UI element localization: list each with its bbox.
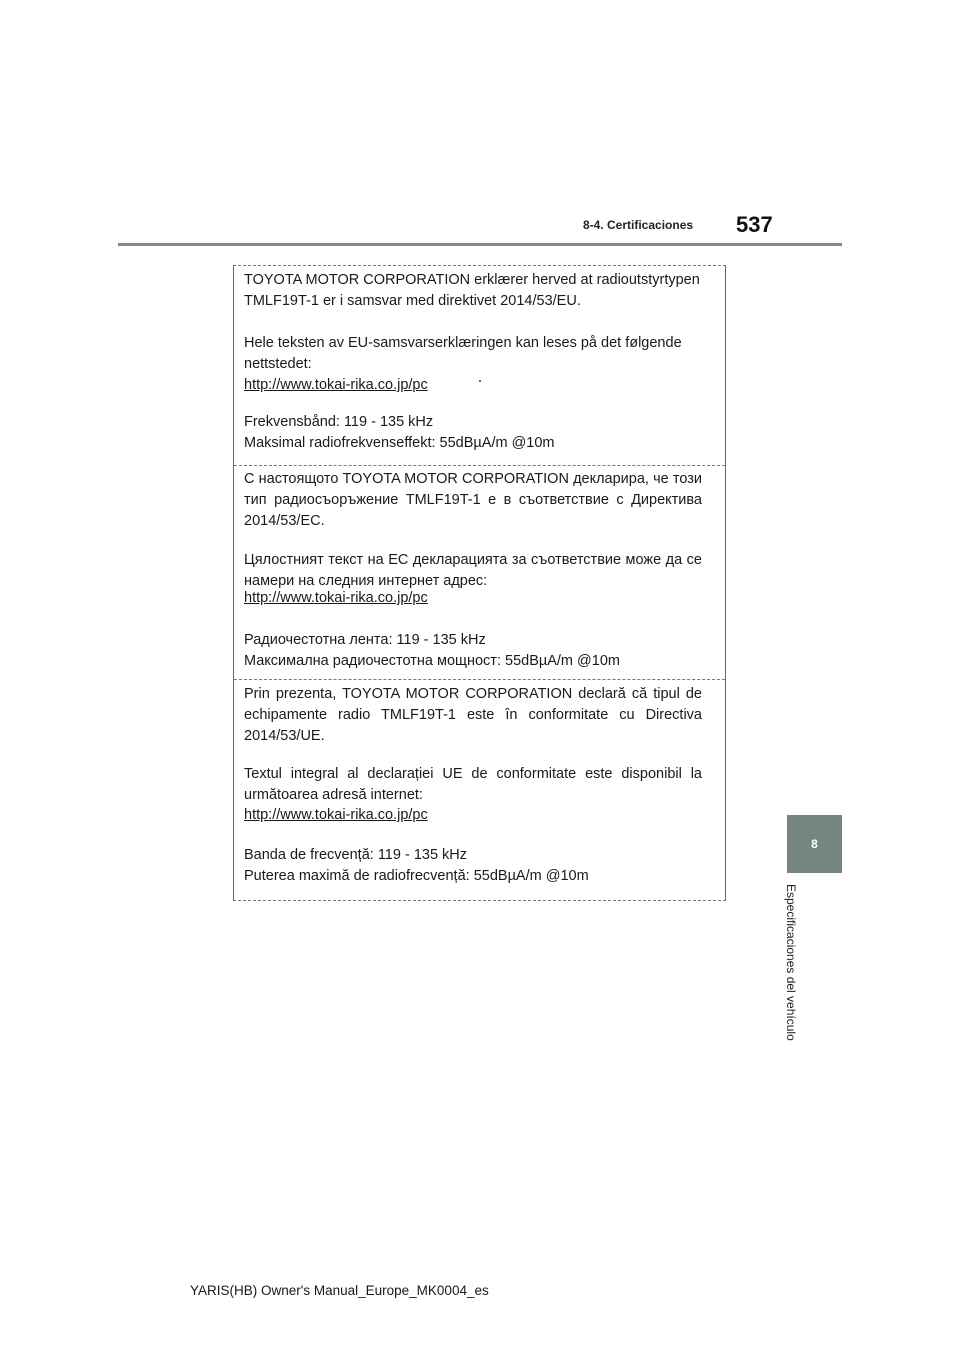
- frequency-band: Frekvensbånd: 119 - 135 kHz: [244, 414, 434, 430]
- declaration-link[interactable]: http://www.tokai-rika.co.jp/pc: [244, 590, 428, 606]
- stray-mark: [479, 380, 481, 382]
- page-number: 537: [736, 212, 773, 237]
- declaration-romanian: [234, 680, 725, 899]
- declaration-statement: TOYOTA MOTOR CORPORATION erklærer herved at radioutstyrtypen TMLF19T-1 er i samsvar med direktivet 2014/53/EU.: [244, 272, 700, 309]
- declaration-link[interactable]: http://www.tokai-rika.co.jp/pc: [244, 377, 428, 393]
- section-title: 8-4. Certificaciones: [583, 218, 694, 232]
- declaration-availability: Textul integral al declarației UE de conformitate este disponibil la următoarea adresă internet:: [244, 766, 702, 803]
- declaration-statement: С настоящото TOYOTA MOTOR CORPORATION декларира, че този тип радиосъоръжение TMLF19T-1 е в съответствие с Директива 2014/53/ЕС.: [244, 471, 702, 529]
- declaration-statement: Prin prezenta, TOYOTA MOTOR CORPORATION declară că tipul de echipamente radio TMLF19T-1 este în conformitate cu Directiva 2014/53/UE.: [244, 686, 702, 744]
- chapter-label-wrap: [784, 884, 800, 1064]
- header-rule: [118, 243, 842, 246]
- declaration-link[interactable]: http://www.tokai-rika.co.jp/pc: [244, 807, 428, 823]
- declaration-bulgarian: [234, 466, 725, 680]
- max-power: Maksimal radiofrekvenseffekt: 55dBµA/m @10m: [244, 435, 555, 451]
- declaration-availability: Hele teksten av EU-samsvarserklæringen kan leses på det følgende nettstedet:: [244, 335, 682, 372]
- chapter-title: Especificaciones del vehículo: [784, 884, 798, 1041]
- manual-footer: YARIS(HB) Owner's Manual_Europe_MK0004_es: [190, 1283, 489, 1298]
- chapter-number: 8: [811, 837, 818, 851]
- frequency-band: Banda de frecvență: 119 - 135 kHz: [244, 847, 468, 863]
- declaration-frame: [233, 265, 726, 901]
- chapter-tab: [787, 815, 842, 873]
- max-power: Puterea maximă de radiofrecvență: 55dBµA/m @10m: [244, 868, 589, 884]
- frequency-band: Радиочестотна лента: 119 - 135 kHz: [244, 632, 486, 648]
- declaration-availability: Цялостният текст на ЕС декларацията за съответствие може да се намери на следния интернет адрес:: [244, 552, 702, 589]
- max-power: Максимална радиочестотна мощност: 55dBµA/m @10m: [244, 653, 620, 669]
- declaration-norwegian: [234, 266, 725, 466]
